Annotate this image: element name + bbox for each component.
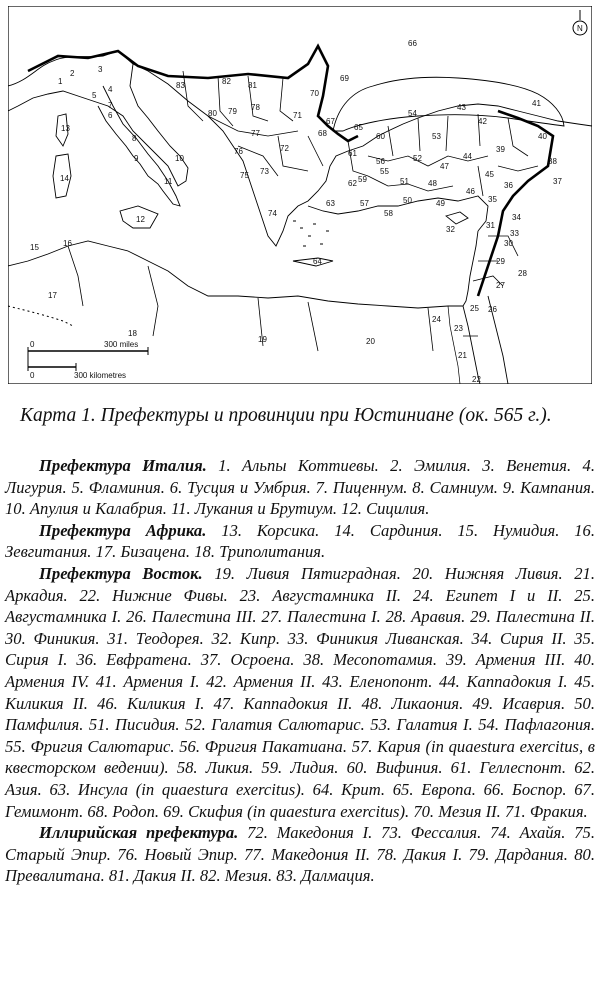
prefecture-africa bbox=[5, 520, 595, 563]
north-label: N bbox=[577, 24, 583, 33]
region-label: 46 bbox=[466, 187, 475, 196]
region-label: 50 bbox=[403, 196, 412, 205]
region-label: 74 bbox=[268, 209, 277, 218]
region-label: 8 bbox=[132, 134, 137, 143]
region-label: 48 bbox=[428, 179, 437, 188]
map-caption: Карта 1. Префектуры и провинции при Юстиниане (ок. 565 г.). bbox=[20, 405, 552, 426]
region-label: 34 bbox=[512, 213, 521, 222]
region-label: 20 bbox=[366, 337, 375, 346]
region-label: 68 bbox=[318, 129, 327, 138]
region-label: 58 bbox=[384, 209, 393, 218]
region-label: 57 bbox=[360, 199, 369, 208]
region-label: 59 bbox=[358, 175, 367, 184]
region-label: 63 bbox=[326, 199, 335, 208]
region-label: 39 bbox=[496, 145, 505, 154]
region-label: 2 bbox=[70, 69, 75, 78]
prefecture-heading: Префектура Италия. bbox=[39, 456, 207, 475]
prefecture-italy bbox=[5, 455, 595, 520]
region-label: 27 bbox=[496, 281, 505, 290]
region-label: 81 bbox=[248, 81, 257, 90]
region-label: 83 bbox=[176, 81, 185, 90]
region-label: 67 bbox=[326, 117, 335, 126]
region-label: 62 bbox=[348, 179, 357, 188]
region-label: 45 bbox=[485, 170, 494, 179]
region-label: 52 bbox=[413, 154, 422, 163]
region-label: 9 bbox=[134, 154, 139, 163]
region-label: 77 bbox=[251, 129, 260, 138]
region-label: 56 bbox=[376, 157, 385, 166]
region-label: 6 bbox=[108, 111, 113, 120]
scale-km-label: 300 kilometres bbox=[74, 371, 127, 380]
region-label: 79 bbox=[228, 107, 237, 116]
region-label: 24 bbox=[432, 315, 441, 324]
region-label: 23 bbox=[454, 324, 463, 333]
province-list: 13. Корсика. 14. Сардиния. 15. Нумидия. 16. Зевгитания. 17. Бизацена. 18. Триполитания. bbox=[5, 520, 595, 562]
region-label: 14 bbox=[60, 174, 69, 183]
region-label: 54 bbox=[408, 109, 417, 118]
province-list: 19. Ливия Пятиградная. 20. Нижняя Ливия. 21. Аркадия. 22. Нижние Фивы. 23. Августамника II. 24. Египет I и II. 25. Августамника I. 26. Палестина III. 27. Палестина I. 28. Аравия. 29. Палестина II. 30. Финикия. 31. Теодорея. 32. Кипр. 33. Финикия Ливанская. 34. Сирия II. 35. Сирия I. 36. Евфратена. 37. Осроена. 38. Месопотамия. 39. Армения III. 40. Армения IV. 41. Армения I. 42. Армения II. 43. Еленопонт. 44. Каппадокия I. 45. Киликия II. 46. Киликия I. 47. Каппадокия II. 48. Ликаония. 49. Исаврия. 50. Памфилия. 51. Писидия. 52. Галатия Салютарис. 53. Галатия I. 54. Пафлагония. 55. Фригия Салютарис. 56. Фригия Пакатиана. 57. Кария (in quaestura exercitus, в квесторском ведении). 58. Ликия. 59. Лидия. 60. Вифиния. 61. Геллеспонт. 62. Азия. 63. Инсула (in quaestura exercitus). 64. Крит. 65. Европа. 66. Боспор. 67. Гемимонт. 68. Родоп. 69. Скифия (in quaestura exercitus). 70. Мезия II. 71. Фракия. bbox=[5, 563, 595, 821]
region-label: 40 bbox=[538, 132, 547, 141]
region-label: 43 bbox=[457, 103, 466, 112]
region-label: 4 bbox=[108, 85, 113, 94]
region-label: 22 bbox=[472, 375, 481, 384]
region-label: 70 bbox=[310, 89, 319, 98]
region-label: 41 bbox=[532, 99, 541, 108]
region-label: 47 bbox=[440, 162, 449, 171]
region-label: 49 bbox=[436, 199, 445, 208]
region-label: 55 bbox=[380, 167, 389, 176]
region-label: 15 bbox=[30, 243, 39, 252]
region-label: 25 bbox=[470, 304, 479, 313]
region-label: 78 bbox=[251, 103, 260, 112]
region-label: 5 bbox=[92, 91, 97, 100]
region-label: 11 bbox=[164, 177, 173, 186]
region-label: 53 bbox=[432, 132, 441, 141]
region-label: 42 bbox=[478, 117, 487, 126]
region-label: 16 bbox=[63, 239, 72, 248]
region-label: 35 bbox=[488, 195, 497, 204]
region-label: 7 bbox=[108, 101, 113, 110]
region-label: 13 bbox=[61, 124, 70, 133]
region-label: 28 bbox=[518, 269, 527, 278]
region-label: 38 bbox=[548, 157, 557, 166]
region-label: 75 bbox=[240, 171, 249, 180]
region-label: 33 bbox=[510, 229, 519, 238]
region-label: 82 bbox=[222, 77, 231, 86]
province-list: 1. Альпы Коттиевы. 2. Эмилия. 3. Венетия. 4. Лигурия. 5. Фламиния. 6. Тусция и Умбрия. 7. Пиценнум. 8. Самниум. 9. Кампания. 10. Апулия и Калабрия. 11. Лукания и Брутиум. 12. Сицилия. bbox=[5, 456, 596, 519]
region-label: 26 bbox=[488, 305, 497, 314]
region-label: 44 bbox=[463, 152, 472, 161]
region-label: 64 bbox=[313, 257, 322, 266]
region-label: 21 bbox=[458, 351, 467, 360]
region-label: 36 bbox=[504, 181, 513, 190]
province-legend bbox=[5, 455, 595, 887]
region-label: 80 bbox=[208, 109, 217, 118]
region-label: 18 bbox=[128, 329, 137, 338]
region-label: 51 bbox=[400, 177, 409, 186]
map bbox=[8, 6, 592, 384]
prefecture-heading: Префектура Восток. bbox=[39, 563, 203, 583]
region-label: 12 bbox=[136, 215, 145, 224]
map-frame bbox=[8, 6, 592, 384]
province-list: 72. Македония I. 73. Фессалия. 74. Ахайя. 75. Старый Эпир. 76. Новый Эпир. 77. Македония II. 78. Дакия I. 79. Дардания. 80. Превалитана. 81. Дакия II. 82. Мезия. 83. Далмация. bbox=[5, 823, 595, 886]
region-label: 71 bbox=[293, 111, 302, 120]
scale-zero-miles: 0 bbox=[30, 340, 35, 349]
prefecture-east bbox=[5, 563, 595, 822]
region-label: 1 bbox=[58, 77, 63, 86]
region-label: 3 bbox=[98, 65, 103, 74]
region-label: 65 bbox=[354, 123, 363, 132]
region-label: 31 bbox=[486, 221, 495, 230]
region-label: 37 bbox=[553, 177, 562, 186]
prefecture-heading: Иллирийская префектура. bbox=[39, 823, 239, 843]
region-label: 19 bbox=[258, 335, 267, 344]
region-label: 61 bbox=[348, 149, 357, 158]
region-label: 29 bbox=[496, 257, 505, 266]
region-label: 73 bbox=[260, 167, 269, 176]
region-label: 66 bbox=[408, 39, 417, 48]
scale-miles-label: 300 miles bbox=[104, 340, 139, 349]
region-label: 69 bbox=[340, 74, 349, 83]
region-label: 17 bbox=[48, 291, 57, 300]
region-label: 32 bbox=[446, 225, 455, 234]
region-label: 76 bbox=[234, 147, 243, 156]
scale-zero-km: 0 bbox=[30, 371, 35, 380]
region-label: 60 bbox=[376, 132, 385, 141]
region-label: 30 bbox=[504, 239, 513, 248]
prefecture-heading: Префектура Африка. bbox=[39, 520, 207, 540]
region-label: 72 bbox=[280, 144, 289, 153]
region-label: 10 bbox=[175, 154, 184, 163]
prefecture-illyricum bbox=[5, 822, 595, 887]
